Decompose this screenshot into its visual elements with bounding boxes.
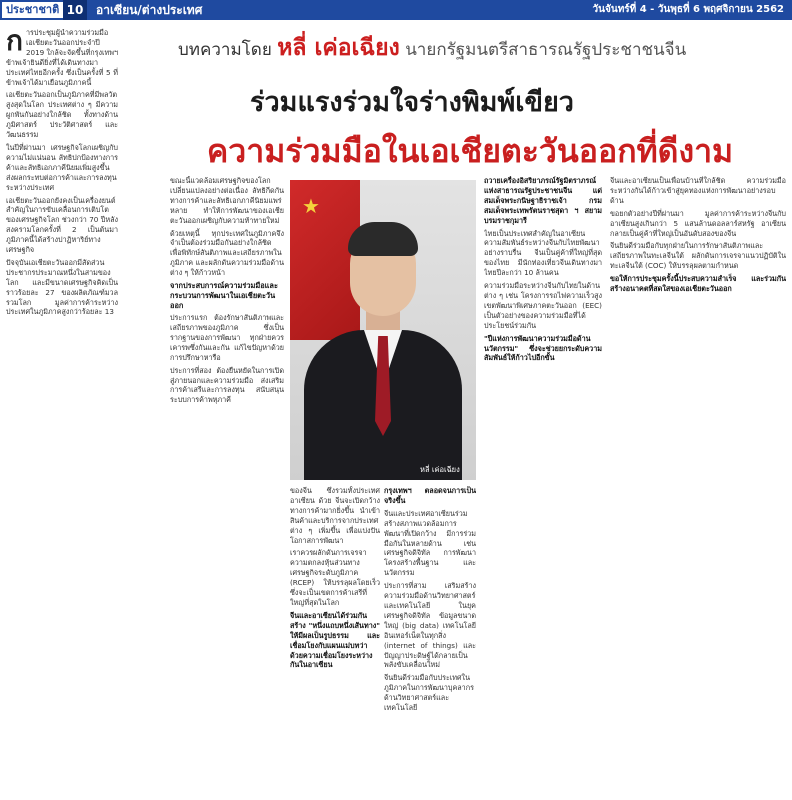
- section-title: อาเซียน/ต่างประเทศ: [96, 3, 203, 17]
- body-column-4: [484, 176, 602, 796]
- left-paragraph: ปัจจุบันเอเชียตะวันออกมีสัดส่วนประชากรประมาณหนึ่งในสามของโลก และมีขนาดเศรษฐกิจคิดเป็นราวร้อยละ 27 ของผลิตภัณฑ์มวลรวมโลก มูลค่าการค้าระหว่างประเทศในภูมิภาคสูงกว่าร้อยละ 13: [6, 257, 118, 317]
- body-paragraph: ประการแรก ต้องรักษาสันติภาพและเสถียรภาพของภูมิภาค ซึ่งเป็นรากฐานของการพัฒนา ทุกฝ่ายควรเคารพซึ่งกันและกัน แก้ไขปัญหาด้วยการปรึกษาหารือ: [170, 313, 284, 362]
- body-paragraph: ความร่วมมือระหว่างจีนกับไทยในด้านต่าง ๆ เช่น โครงการรถไฟความเร็วสูง เขตพัฒนาพิเศษภาคตะวันออก (EEC) เป็นตัวอย่างของความร่วมมือที่ได้ประโยชน์ร่วมกัน: [484, 281, 602, 330]
- article-byline: [178, 28, 738, 68]
- portrait-photo: [290, 180, 476, 480]
- body-column-3: [384, 486, 476, 796]
- author-role: นายกรัฐมนตรีสาธารณรัฐประชาชนจีน: [405, 40, 687, 60]
- body-column-1: [170, 176, 284, 796]
- body-paragraph: ถวายเครื่องอิสริยาภรณ์รัฐมิตราภรณ์แห่งสาธารณรัฐประชาชนจีน แด่สมเด็จพระกนิษฐาธิราชเจ้า กรมสมเด็จพระเทพรัตนราชสุดา ฯ สยามบรมราชกุมารี: [484, 176, 602, 225]
- body-paragraph: "ปีแห่งการพัฒนาความร่วมมือด้านนวัตกรรม" ซึ่งจะช่วยยกระดับความสัมพันธ์ให้ก้าวไปอีกขั้น: [484, 333, 602, 363]
- hair-shape: [348, 222, 418, 256]
- body-paragraph: กรุงเทพฯ ตลอดจนการเป็นจริงขึ้น: [384, 486, 476, 505]
- left-column: [6, 28, 118, 794]
- body-paragraph: ด้วยเหตุนี้ ทุกประเทศในภูมิภาคจึงจำเป็นต้องร่วมมือกันอย่างใกล้ชิด เพื่อพิทักษ์สันติภาพและเสถียรภาพในภูมิภาค และผลักดันความร่วมมือด้านต่าง ๆ ให้ก้าวหน้า: [170, 228, 284, 278]
- newspaper-logo: ประชาชาติ: [2, 2, 63, 18]
- body-paragraph: จีนและประเทศอาเซียนร่วมสร้างสภาพแวดล้อมการพัฒนาที่เปิดกว้าง มีการร่วมมือกันในหลายด้าน เช่น เศรษฐกิจดิจิทัล การพัฒนาโครงสร้างพื้นฐาน และนวัตกรรม: [384, 508, 476, 578]
- body-paragraph: ขอยกตัวอย่างปีที่ผ่านมา มูลค่าการค้าระหว่างจีนกับอาเซียนสูงเกินกว่า 5 แสนล้านดอลลาร์สหรัฐ อาเซียนกลายเป็นคู่ค้าที่ใหญ่เป็นอันดับสองของจีน: [610, 208, 786, 238]
- issue-date: วันจันทร์ที่ 4 - วันพุธที่ 6 พฤศจิกายน 2562: [592, 4, 784, 15]
- body-paragraph: ของจีน ซึ่งรวมทั้งประเทศอาเซียน ด้วย จีนจะเปิดกว้างทางการค้ามากยิ่งขึ้น นำเข้าสินค้าและบริการจากประเทศต่าง ๆ เพิ่มขึ้น เพื่อแบ่งปันโอกาสการพัฒนา: [290, 486, 380, 545]
- author-name: หลี่ เค่อเฉียง: [277, 35, 400, 61]
- star-icon: ★: [302, 194, 320, 218]
- body-subhead: จากประสบการณ์ความร่วมมือและกระบวนการพัฒนาในเอเชียตะวันออก: [170, 281, 278, 311]
- body-paragraph: ประการที่สาม เสริมสร้างความร่วมมือด้านวิทยาศาสตร์และเทคโนโลยี ในยุคเศรษฐกิจดิจิทัล ข้อมูลขนาดใหญ่ (big data) เทคโนโลยีอินเทอร์เน็ตในทุกสิ่ง (internet of things) และปัญญาประดิษฐ์ได้กลายเป็นพลังขับเคลื่อนใหม่: [384, 581, 476, 670]
- header-bar: [0, 0, 792, 20]
- body-paragraph: จีนยินดีร่วมมือกับประเทศในภูมิภาคในการพัฒนาบุคลากรด้านวิทยาศาสตร์และเทคโนโลยี: [384, 673, 474, 713]
- body-paragraph: จีนและอาเซียนได้ร่วมกันสร้าง "หนึ่งแถบหนึ่งเส้นทาง" ให้มีผลเป็นรูปธรรม และเชื่อมโยงกับแผนแม่บทว่าด้วยความเชื่อมโยงระหว่างกันในอาเซียน: [290, 610, 380, 670]
- body-paragraph: ขณะนี้แวดล้อมเศรษฐกิจของโลกเปลี่ยนแปลงอย่างต่อเนื่อง ลัทธิกีดกันทางการค้าและลัทธิเอกภาคีนิยมแพร่หลาย ทำให้การพัฒนาของเอเชียตะวันออกเผชิญกับความท้าทายใหม่: [170, 176, 284, 225]
- body-paragraph: ประการที่สอง ต้องยืนหยัดในการเปิดสู่ภายนอกและความร่วมมือ ส่งเสริมการค้าเสรีและการลงทุน สนับสนุนระบบการค้าพหุภาคี: [170, 365, 284, 405]
- headline-line-2: ความร่วมมือในเอเชียตะวันออกที่ดีงาม: [206, 132, 734, 170]
- left-paragraph: ในปีที่ผ่านมา เศรษฐกิจโลกเผชิญกับความไม่แน่นอน ลัทธิปกป้องทางการค้าและลัทธิเอกภาคีนิยมเพิ่มสูงขึ้น ส่งผลกระทบต่อการค้าและการลงทุนระหว่างประเทศ: [6, 142, 118, 192]
- body-paragraph: เราควรผลักดันการเจรจาความตกลงหุ้นส่วนทางเศรษฐกิจระดับภูมิภาค (RCEP) ให้บรรลุผลโดยเร็ว ซึ่งจะเป็นเขตการค้าเสรีที่ใหญ่ที่สุดในโลก: [290, 548, 380, 607]
- body-column-2: [290, 486, 380, 796]
- body-paragraph: จีนยินดีร่วมมือกับทุกฝ่ายในการรักษาสันติภาพและเสถียรภาพในทะเลจีนใต้ ผลักดันการเจรจาแนวปฏิบัติในทะเลจีนใต้ (COC) ให้บรรลุผลตามกำหนด: [610, 241, 786, 271]
- left-paragraph: การประชุมผู้นำความร่วมมือเอเชียตะวันออกประจำปี 2019 ใกล้จะจัดขึ้นที่กรุงเทพฯ ข้าพเจ้ายินดียิ่งที่ได้เดินทางมาประเทศไทยอีกครั้ง ซึ่งเป็นครั้งที่ 5 ที่ข้าพเจ้าได้มาเยือนภูมิภาคนี้: [6, 28, 118, 87]
- page-number: 10: [63, 0, 87, 20]
- drop-cap: ก: [6, 28, 23, 57]
- left-paragraph: เอเชียตะวันออกยังคงเป็นเครื่องยนต์สำคัญในการขับเคลื่อนการเติบโตของเศรษฐกิจโลก ช่วงกว่า 70 ปีหลังสงครามโลกครั้งที่ 2 เป็นต้นมา ภูมิภาคนี้ได้สร้างปาฏิหาริย์ทางเศรษฐกิจ: [6, 195, 118, 255]
- left-paragraph: เอเชียตะวันออกเป็นภูมิภาคที่มีพลวัตสูงสุดในโลก ประเทศต่าง ๆ มีความผูกพันกันอย่างใกล้ชิด ทั้งทางด้านภูมิศาสตร์ ประวัติศาสตร์ และวัฒนธรรม: [6, 90, 118, 140]
- headline-line-1: ร่วมแรงร่วมใจร่างพิมพ์เขียว: [250, 87, 574, 118]
- body-column-5: [610, 176, 786, 796]
- byline-prefix: บทความโดย: [178, 40, 272, 60]
- body-paragraph: จีนและอาเซียนเป็นเพื่อนบ้านที่ใกล้ชิด ความร่วมมือระหว่างกันได้ก้าวเข้าสู่ยุคทองแห่งการพัฒนาอย่างรอบด้าน: [610, 176, 786, 205]
- photo-caption: หลี่ เค่อเฉียง: [420, 465, 460, 474]
- body-paragraph: ขอให้การประชุมครั้งนี้ประสบความสำเร็จ และร่วมกันสร้างอนาคตที่สดใสของเอเชียตะวันออก: [610, 274, 786, 294]
- body-paragraph: ไทยเป็นประเทศสำคัญในอาเซียน ความสัมพันธ์ระหว่างจีนกับไทยพัฒนาอย่างราบรื่น จีนเป็นคู่ค้าที่ใหญ่ที่สุดของไทย มีนักท่องเที่ยวจีนเดินทางมาไทยปีละกว่า 10 ล้านคน: [484, 228, 602, 278]
